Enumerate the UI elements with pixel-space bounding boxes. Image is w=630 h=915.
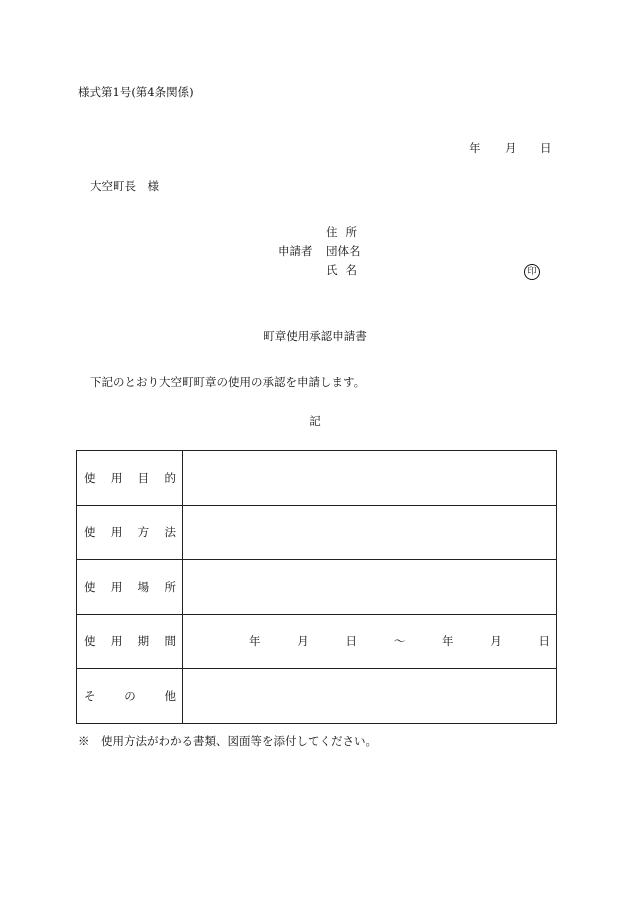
applicant-name-label: 氏名 [326, 263, 365, 277]
label-char: 用 [110, 579, 123, 594]
applicant-org-label: 団体名 [326, 244, 361, 258]
label-char: 使 [84, 634, 96, 649]
label-char: 間 [164, 634, 176, 649]
addressee: 大空町長 様 [90, 179, 159, 193]
table-row-purpose [77, 451, 557, 506]
label-char: 所 [164, 579, 176, 594]
ki-heading: 記 [309, 414, 321, 428]
label-char: 場 [137, 579, 150, 594]
seal-mark-icon: 印 [524, 264, 540, 280]
table-row-period [77, 614, 557, 669]
label-char: 用 [110, 470, 123, 485]
label-char: 方 [137, 525, 150, 540]
label-char: 用 [110, 634, 123, 649]
period-end-year: 年 [442, 634, 454, 649]
label-char: 期 [137, 634, 150, 649]
date-day-label: 日 [540, 141, 552, 155]
period-start-month: 月 [297, 634, 309, 649]
document-title: 町章使用承認申請書 [263, 329, 367, 343]
label-char: 用 [110, 525, 123, 540]
label-char: 使 [84, 525, 96, 540]
applicant-address-label: 住所 [326, 225, 365, 239]
label-char: 的 [164, 470, 176, 485]
period-end-day: 日 [538, 634, 550, 649]
label-char: 使 [84, 470, 96, 485]
other-field[interactable] [183, 669, 557, 724]
purpose-field[interactable] [183, 451, 557, 506]
row-label [77, 614, 183, 669]
label-char: 目 [137, 470, 150, 485]
form-number: 様式第1号(第4条関係) [78, 85, 194, 99]
period-start-year: 年 [249, 634, 261, 649]
label-char: 使 [84, 579, 96, 594]
applicant-label: 申請者 [278, 244, 313, 258]
row-label [77, 560, 183, 615]
row-label [77, 451, 183, 506]
row-label [77, 505, 183, 560]
table-row-place [77, 560, 557, 615]
date-year-label: 年 [469, 141, 481, 155]
detail-table [76, 450, 557, 724]
table-row-method [77, 505, 557, 560]
method-field[interactable] [183, 505, 557, 560]
row-label [77, 669, 183, 724]
period-end-month: 月 [490, 634, 502, 649]
period-field[interactable] [183, 614, 557, 669]
period-start-day: 日 [345, 634, 357, 649]
label-char: そ [84, 688, 96, 703]
label-char: の [124, 688, 136, 703]
attachment-note: ※ 使用方法がわかる書類、図面等を添付してください。 [78, 734, 377, 748]
label-char: 法 [164, 525, 176, 540]
label-char: 他 [164, 688, 176, 703]
place-field[interactable] [183, 560, 557, 615]
period-tilde: ～ [393, 634, 406, 649]
date-month-label: 月 [505, 141, 517, 155]
table-row-other [77, 669, 557, 724]
body-text: 下記のとおり大空町町章の使用の承認を申請します。 [90, 375, 366, 389]
